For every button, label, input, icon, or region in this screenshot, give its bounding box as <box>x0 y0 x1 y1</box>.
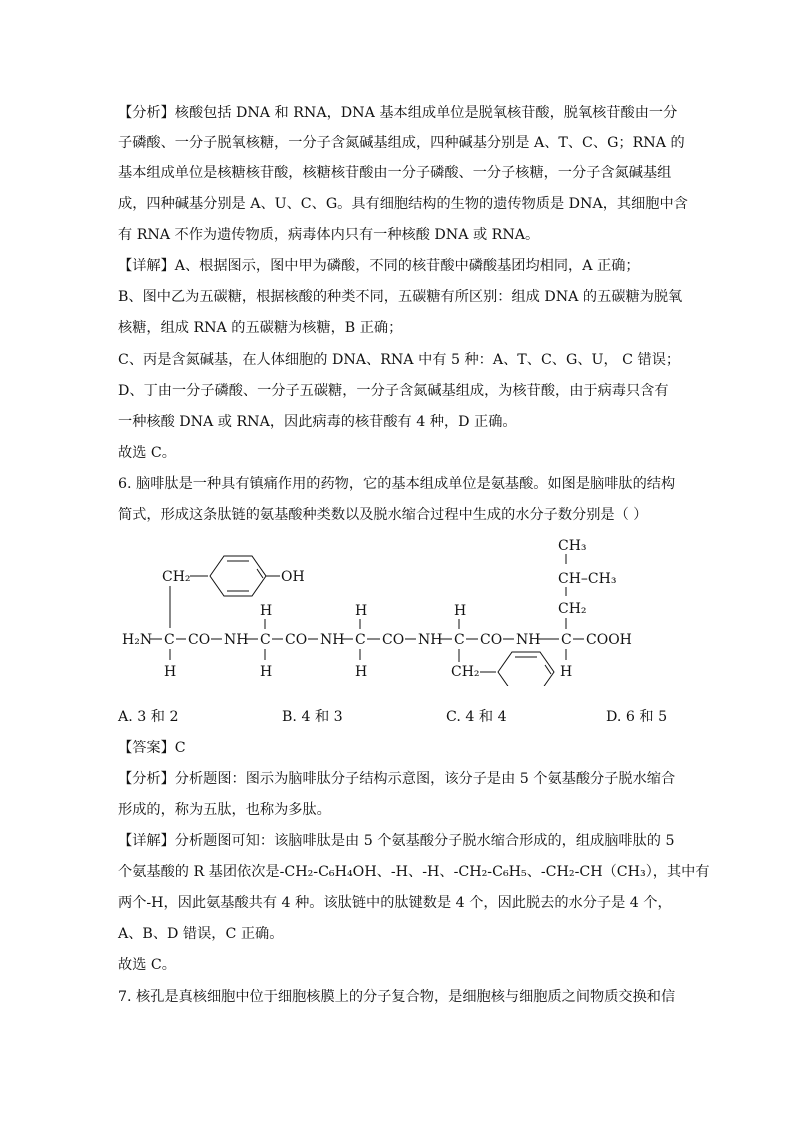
c-label: C <box>454 632 465 648</box>
option-b: B. 4 和 3 <box>282 709 343 725</box>
c-label: C <box>260 632 271 648</box>
cooh-label: COOH <box>586 632 632 648</box>
option-c: C. 4 和 4 <box>446 709 507 725</box>
nh-label: NH <box>320 632 345 648</box>
c-label: C <box>355 632 366 648</box>
nh-label: NH <box>224 632 249 648</box>
analysis-line: 【分析】分析题图：图示为脑啡肽分子结构示意图，该分子是由 5 个氨基酸分子脱水缩合 <box>118 771 676 787</box>
analysis-line: 形成的，称为五肽，也称为多肽。 <box>118 802 331 818</box>
detail-line: 两个-H，因此氨基酸共有 4 种。该肽链中的肽键数是 4 个，因此脱去的水分子是 4 个， <box>118 895 672 911</box>
conclusion-line: 故选 C。 <box>118 445 176 461</box>
detail-line: 【详解】A、根据图示，图中甲为磷酸，不同的核苷酸中磷酸基团均相同，A 正确； <box>118 258 640 274</box>
h2n-label: H₂N <box>122 632 153 648</box>
h-label: H <box>260 664 273 680</box>
analysis-line: 有 RNA 不作为遗传物质，病毒体内只有一种核酸 DNA 或 RNA。 <box>118 227 540 243</box>
analysis-line: 成，四种碱基分别是 A、U、C、G。具有细胞结构的生物的遗传物质是 DNA，其细胞中含 <box>118 196 688 212</box>
co-label: CO <box>285 632 308 648</box>
enkephalin-structure-diagram <box>118 536 678 686</box>
analysis-line: 基本组成单位是核糖核苷酸，核糖核苷酸由一分子磷酸、一分子核糖，一分子含氮碱基组 <box>118 165 672 181</box>
detail-line: A、B、D 错误，C 正确。 <box>118 926 284 942</box>
detail-line: 一种核酸 DNA 或 RNA，因此病毒的核苷酸有 4 种，D 正确。 <box>118 414 517 430</box>
detail-line: C、丙是含氮碱基，在人体细胞的 DNA、RNA 中有 5 种：A、T、C、G、U， C 错误； <box>118 352 681 368</box>
analysis-line: 【分析】核酸包括 DNA 和 RNA，DNA 基本组成单位是脱氧核苷酸，脱氧核苷酸由一分 <box>118 105 678 121</box>
c-label: C <box>561 632 572 648</box>
option-a: A. 3 和 2 <box>118 709 179 725</box>
detail-line: 【详解】分析题图可知：该脑啡肽是由 5 个氨基酸分子脱水缩合形成的，组成脑啡肽的 5 <box>118 833 675 849</box>
detail-line: 核糖，组成 RNA 的五碳糖为核糖，B 正确； <box>118 320 403 336</box>
oh-label: OH <box>281 569 305 585</box>
ch2-label: CH₂ <box>451 664 480 680</box>
h-label: H <box>355 664 368 680</box>
answer-line: 【答案】C <box>118 740 186 756</box>
detail-line: B、图中乙为五碳糖，根据核酸的种类不同，五碳糖有所区别：组成 DNA 的五碳糖为脱氧 <box>118 289 683 305</box>
co-label: CO <box>188 632 211 648</box>
h-label: H <box>164 664 177 680</box>
question-line: 6. 脑啡肽是一种具有镇痛作用的药物，它的基本组成单位是氨基酸。如图是脑啡肽的结构 <box>118 476 676 492</box>
conclusion-line: 故选 C。 <box>118 957 176 973</box>
question-line: 7. 核孔是真核细胞中位于细胞核膜上的分子复合物，是细胞核与细胞质之间物质交换和信 <box>118 989 676 1005</box>
co-label: CO <box>382 632 405 648</box>
option-d: D. 6 和 5 <box>606 709 668 725</box>
detail-line: 个氨基酸的 R 基团依次是-CH₂-C₆H₄OH、-H、-H、-CH₂-C₆H₅、-CH₂-CH（CH₃），其中有 <box>118 864 710 880</box>
h-label: H <box>260 603 273 619</box>
ch3-label: CH₃ <box>558 538 587 554</box>
ch2-label: CH₂ <box>558 601 587 617</box>
h-label: H <box>560 664 573 680</box>
h-label: H <box>454 603 467 619</box>
detail-line: D、丁由一分子磷酸、一分子五碳糖，一分子含氮碱基组成，为核苷酸，由于病毒只含有 <box>118 383 669 399</box>
ch2-label: CH₂ <box>162 569 191 585</box>
benzene-ring-icon <box>210 556 266 596</box>
co-label: CO <box>480 632 503 648</box>
analysis-line: 子磷酸、一分子脱氧核糖，一分子含氮碱基组成，四种碱基分别是 A、T、C、G；RNA 的 <box>118 135 685 151</box>
nh-label: NH <box>418 632 443 648</box>
ch-ch3-label: CH–CH₃ <box>558 571 617 587</box>
question-line: 简式，形成这条肽链的氨基酸种类数以及脱水缩合过程中生成的水分子数分别是（ ） <box>118 507 648 523</box>
nh-label: NH <box>516 632 541 648</box>
h-label: H <box>355 603 368 619</box>
c-label: C <box>164 632 175 648</box>
